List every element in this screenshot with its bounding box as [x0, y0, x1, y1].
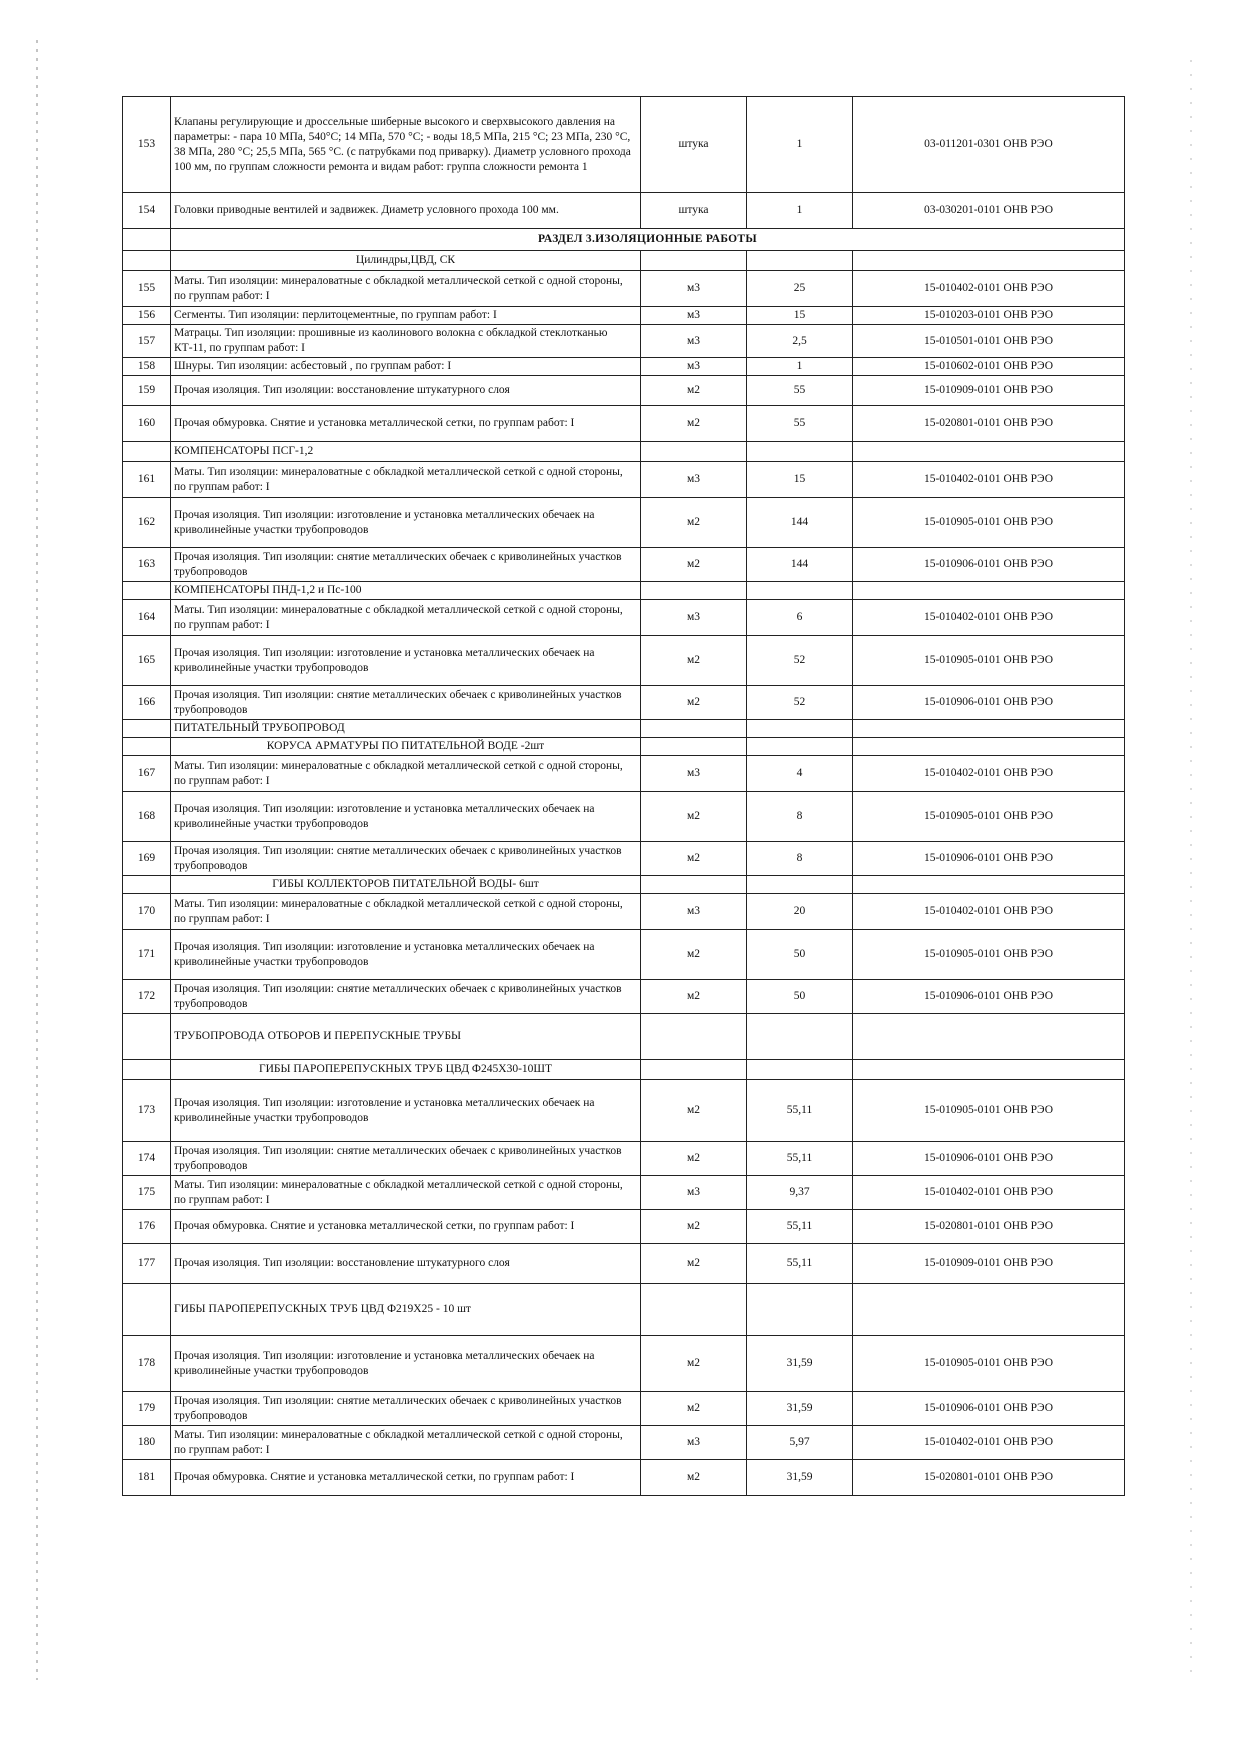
norm-code: 15-010402-0101 ОНВ РЭО	[853, 462, 1125, 498]
row-number-empty	[123, 1060, 171, 1080]
table-row	[123, 894, 1125, 930]
unit-of-measure: м2	[641, 1210, 747, 1244]
group-row	[123, 1014, 1125, 1060]
group-row	[123, 442, 1125, 462]
table-row	[123, 462, 1125, 498]
unit-of-measure: м2	[641, 980, 747, 1014]
group-row	[123, 1284, 1125, 1336]
group-heading: КОМПЕНСАТОРЫ ПНД-1,2 и Пс-100	[171, 582, 641, 600]
row-number-empty	[123, 738, 171, 756]
unit-of-measure: м3	[641, 271, 747, 307]
row-number: 167	[123, 756, 171, 792]
quantity: 52	[747, 686, 853, 720]
unit-of-measure: штука	[641, 97, 747, 193]
code-empty	[853, 1014, 1125, 1060]
table-row	[123, 686, 1125, 720]
row-number: 165	[123, 636, 171, 686]
norm-code: 15-010402-0101 ОНВ РЭО	[853, 894, 1125, 930]
work-description: Прочая изоляция. Тип изоляции: снятие металлических обечаек с криволинейных участков трубопроводов	[171, 842, 641, 876]
table-row	[123, 498, 1125, 548]
quantity: 31,59	[747, 1392, 853, 1426]
unit-empty	[641, 738, 747, 756]
work-description: Маты. Тип изоляции: минераловатные с обкладкой металлической сеткой с одной стороны, по группам работ: I	[171, 1426, 641, 1460]
quantity: 1	[747, 97, 853, 193]
qty-empty	[747, 251, 853, 271]
work-description: Прочая изоляция. Тип изоляции: изготовление и установка металлических обечаек на криволинейные участки трубопроводов	[171, 930, 641, 980]
table-row	[123, 842, 1125, 876]
norm-code: 15-010905-0101 ОНВ РЭО	[853, 1336, 1125, 1392]
norm-code: 15-010905-0101 ОНВ РЭО	[853, 636, 1125, 686]
row-number-empty	[123, 442, 171, 462]
section-title: РАЗДЕЛ 3.ИЗОЛЯЦИОННЫЕ РАБОТЫ	[171, 229, 1125, 251]
row-number: 161	[123, 462, 171, 498]
code-empty	[853, 720, 1125, 738]
work-description: Прочая изоляция. Тип изоляции: восстановление штукатурного слоя	[171, 376, 641, 406]
estimate-table-body	[123, 97, 1125, 1496]
scan-edge-artifact	[36, 40, 38, 1680]
quantity: 6	[747, 600, 853, 636]
qty-empty	[747, 1284, 853, 1336]
quantity: 50	[747, 930, 853, 980]
norm-code: 15-010402-0101 ОНВ РЭО	[853, 1426, 1125, 1460]
row-number: 169	[123, 842, 171, 876]
group-heading: ПИТАТЕЛЬНЫЙ ТРУБОПРОВОД	[171, 720, 641, 738]
row-number: 176	[123, 1210, 171, 1244]
group-row	[123, 251, 1125, 271]
group-row	[123, 582, 1125, 600]
norm-code: 15-010402-0101 ОНВ РЭО	[853, 1176, 1125, 1210]
group-row	[123, 876, 1125, 894]
unit-of-measure: м2	[641, 376, 747, 406]
norm-code: 15-010906-0101 ОНВ РЭО	[853, 1142, 1125, 1176]
unit-empty	[641, 720, 747, 738]
row-number: 163	[123, 548, 171, 582]
table-row	[123, 193, 1125, 229]
row-number: 160	[123, 406, 171, 442]
unit-of-measure: м3	[641, 600, 747, 636]
norm-code: 15-010501-0101 ОНВ РЭО	[853, 325, 1125, 358]
row-number: 170	[123, 894, 171, 930]
table-row	[123, 1176, 1125, 1210]
unit-of-measure: м3	[641, 894, 747, 930]
code-empty	[853, 738, 1125, 756]
group-heading: ГИБЫ ПАРОПЕРЕПУСКНЫХ ТРУБ ЦВД Ф245Х30-10ШТ	[171, 1060, 641, 1080]
work-description: Прочая изоляция. Тип изоляции: снятие металлических обечаек с криволинейных участков трубопроводов	[171, 1142, 641, 1176]
group-row	[123, 738, 1125, 756]
work-description: Прочая изоляция. Тип изоляции: снятие металлических обечаек с криволинейных участков трубопроводов	[171, 686, 641, 720]
norm-code: 15-020801-0101 ОНВ РЭО	[853, 1210, 1125, 1244]
table-row	[123, 406, 1125, 442]
quantity: 5,97	[747, 1426, 853, 1460]
quantity: 144	[747, 548, 853, 582]
work-description: Маты. Тип изоляции: минераловатные с обкладкой металлической сеткой с одной стороны, по группам работ: I	[171, 1176, 641, 1210]
row-number: 154	[123, 193, 171, 229]
table-row	[123, 358, 1125, 376]
quantity: 55,11	[747, 1210, 853, 1244]
row-number: 162	[123, 498, 171, 548]
norm-code: 15-020801-0101 ОНВ РЭО	[853, 1460, 1125, 1496]
work-description: Маты. Тип изоляции: минераловатные с обкладкой металлической сеткой с одной стороны, по группам работ: I	[171, 894, 641, 930]
unit-of-measure: м2	[641, 548, 747, 582]
norm-code: 03-030201-0101 ОНВ РЭО	[853, 193, 1125, 229]
qty-empty	[747, 582, 853, 600]
qty-empty	[747, 738, 853, 756]
unit-of-measure: м2	[641, 1460, 747, 1496]
quantity: 55,11	[747, 1142, 853, 1176]
quantity: 55	[747, 406, 853, 442]
quantity: 1	[747, 193, 853, 229]
work-description: Прочая изоляция. Тип изоляции: изготовление и установка металлических обечаек на криволинейные участки трубопроводов	[171, 792, 641, 842]
row-number: 172	[123, 980, 171, 1014]
table-row	[123, 980, 1125, 1014]
quantity: 9,37	[747, 1176, 853, 1210]
unit-of-measure: м3	[641, 1426, 747, 1460]
work-description: Маты. Тип изоляции: минераловатные с обкладкой металлической сеткой с одной стороны, по группам работ: I	[171, 271, 641, 307]
table-row	[123, 271, 1125, 307]
quantity: 20	[747, 894, 853, 930]
unit-of-measure: м2	[641, 1244, 747, 1284]
group-heading: ГИБЫ ПАРОПЕРЕПУСКНЫХ ТРУБ ЦВД Ф219Х25 - 10 шт	[171, 1284, 641, 1336]
qty-empty	[747, 1014, 853, 1060]
unit-of-measure: м3	[641, 462, 747, 498]
table-row	[123, 307, 1125, 325]
qty-empty	[747, 442, 853, 462]
row-number: 156	[123, 307, 171, 325]
unit-of-measure: м3	[641, 325, 747, 358]
qty-empty	[747, 720, 853, 738]
row-number: 168	[123, 792, 171, 842]
unit-of-measure: м2	[641, 498, 747, 548]
work-description: Головки приводные вентилей и задвижек. Диаметр условного прохода 100 мм.	[171, 193, 641, 229]
quantity: 4	[747, 756, 853, 792]
table-row	[123, 1244, 1125, 1284]
norm-code: 15-010909-0101 ОНВ РЭО	[853, 1244, 1125, 1284]
norm-code: 15-010905-0101 ОНВ РЭО	[853, 1080, 1125, 1142]
row-number: 166	[123, 686, 171, 720]
group-heading: Цилиндры,ЦВД, СК	[171, 251, 641, 271]
norm-code: 15-010906-0101 ОНВ РЭО	[853, 1392, 1125, 1426]
table-row	[123, 600, 1125, 636]
table-row	[123, 1392, 1125, 1426]
quantity: 144	[747, 498, 853, 548]
quantity: 55,11	[747, 1080, 853, 1142]
work-description: Прочая изоляция. Тип изоляции: снятие металлических обечаек с криволинейных участков трубопроводов	[171, 548, 641, 582]
table-row	[123, 325, 1125, 358]
table-row	[123, 376, 1125, 406]
row-number-empty	[123, 582, 171, 600]
row-number-empty	[123, 229, 171, 251]
row-number: 155	[123, 271, 171, 307]
work-description: Прочая обмуровка. Снятие и установка металлической сетки, по группам работ: I	[171, 406, 641, 442]
group-heading: ГИБЫ КОЛЛЕКТОРОВ ПИТАТЕЛЬНОЙ ВОДЫ- 6шт	[171, 876, 641, 894]
norm-code: 15-010906-0101 ОНВ РЭО	[853, 686, 1125, 720]
table-row	[123, 792, 1125, 842]
row-number: 181	[123, 1460, 171, 1496]
quantity: 25	[747, 271, 853, 307]
row-number: 179	[123, 1392, 171, 1426]
unit-empty	[641, 1060, 747, 1080]
code-empty	[853, 442, 1125, 462]
work-description: Клапаны регулирующие и дроссельные шиберные высокого и сверхвысокого давления на параметры: - пара 10 МПа, 540°С; 14 МПа, 570 °С; - воды 18,5 МПа, 215 °С; 23 МПа, 230 °С, 38 МПа, 280 °С; 25,5 МПа, 565 °С. (с патрубками под приварку). Диаметр условного прохода 100 мм, по группам сложности ремонта и видам работ: группа сложности ремонта 1	[171, 97, 641, 193]
work-description: Маты. Тип изоляции: минераловатные с обкладкой металлической сеткой с одной стороны, по группам работ: I	[171, 756, 641, 792]
row-number: 153	[123, 97, 171, 193]
unit-empty	[641, 1014, 747, 1060]
table-row	[123, 930, 1125, 980]
row-number: 174	[123, 1142, 171, 1176]
quantity: 2,5	[747, 325, 853, 358]
table-row	[123, 1142, 1125, 1176]
unit-of-measure: м3	[641, 756, 747, 792]
unit-empty	[641, 876, 747, 894]
quantity: 31,59	[747, 1336, 853, 1392]
quantity: 31,59	[747, 1460, 853, 1496]
qty-empty	[747, 876, 853, 894]
unit-of-measure: м3	[641, 307, 747, 325]
group-heading: КОМПЕНСАТОРЫ ПСГ-1,2	[171, 442, 641, 462]
norm-code: 15-010906-0101 ОНВ РЭО	[853, 842, 1125, 876]
row-number-empty	[123, 251, 171, 271]
work-description: Прочая изоляция. Тип изоляции: изготовление и установка металлических обечаек на криволинейные участки трубопроводов	[171, 1336, 641, 1392]
unit-of-measure: м2	[641, 1080, 747, 1142]
unit-of-measure: м2	[641, 636, 747, 686]
qty-empty	[747, 1060, 853, 1080]
table-row	[123, 756, 1125, 792]
unit-of-measure: штука	[641, 193, 747, 229]
norm-code: 15-010402-0101 ОНВ РЭО	[853, 756, 1125, 792]
code-empty	[853, 251, 1125, 271]
unit-empty	[641, 582, 747, 600]
table-row	[123, 548, 1125, 582]
norm-code: 15-010906-0101 ОНВ РЭО	[853, 548, 1125, 582]
row-number-empty	[123, 1014, 171, 1060]
row-number: 158	[123, 358, 171, 376]
work-description: Прочая обмуровка. Снятие и установка металлической сетки, по группам работ: I	[171, 1210, 641, 1244]
work-description: Прочая изоляция. Тип изоляции: снятие металлических обечаек с криволинейных участков трубопроводов	[171, 1392, 641, 1426]
row-number: 157	[123, 325, 171, 358]
quantity: 1	[747, 358, 853, 376]
code-empty	[853, 582, 1125, 600]
unit-of-measure: м2	[641, 406, 747, 442]
quantity: 50	[747, 980, 853, 1014]
unit-empty	[641, 442, 747, 462]
table-row	[123, 1460, 1125, 1496]
norm-code: 15-020801-0101 ОНВ РЭО	[853, 406, 1125, 442]
row-number-empty	[123, 720, 171, 738]
code-empty	[853, 1060, 1125, 1080]
group-heading: ТРУБОПРОВОДА ОТБОРОВ И ПЕРЕПУСКНЫЕ ТРУБЫ	[171, 1014, 641, 1060]
norm-code: 15-010203-0101 ОНВ РЭО	[853, 307, 1125, 325]
work-description: Прочая обмуровка. Снятие и установка металлической сетки, по группам работ: I	[171, 1460, 641, 1496]
work-description: Прочая изоляция. Тип изоляции: восстановление штукатурного слоя	[171, 1244, 641, 1284]
quantity: 15	[747, 307, 853, 325]
code-empty	[853, 1284, 1125, 1336]
unit-of-measure: м2	[641, 686, 747, 720]
unit-of-measure: м2	[641, 842, 747, 876]
work-description: Шнуры. Тип изоляции: асбестовый , по группам работ: I	[171, 358, 641, 376]
norm-code: 15-010402-0101 ОНВ РЭО	[853, 600, 1125, 636]
row-number: 159	[123, 376, 171, 406]
norm-code: 15-010906-0101 ОНВ РЭО	[853, 980, 1125, 1014]
unit-of-measure: м3	[641, 358, 747, 376]
table-row	[123, 1426, 1125, 1460]
norm-code: 15-010905-0101 ОНВ РЭО	[853, 930, 1125, 980]
work-description: Прочая изоляция. Тип изоляции: снятие металлических обечаек с криволинейных участков трубопроводов	[171, 980, 641, 1014]
work-description: Маты. Тип изоляции: минераловатные с обкладкой металлической сеткой с одной стороны, по группам работ: I	[171, 462, 641, 498]
table-row	[123, 1336, 1125, 1392]
row-number: 164	[123, 600, 171, 636]
row-number-empty	[123, 1284, 171, 1336]
quantity: 55,11	[747, 1244, 853, 1284]
table-row	[123, 1080, 1125, 1142]
table-row	[123, 636, 1125, 686]
work-description: Прочая изоляция. Тип изоляции: изготовление и установка металлических обечаек на криволинейные участки трубопроводов	[171, 1080, 641, 1142]
row-number: 178	[123, 1336, 171, 1392]
norm-code: 15-010402-0101 ОНВ РЭО	[853, 271, 1125, 307]
unit-of-measure: м2	[641, 1142, 747, 1176]
group-row	[123, 1060, 1125, 1080]
section-row	[123, 229, 1125, 251]
row-number: 171	[123, 930, 171, 980]
quantity: 15	[747, 462, 853, 498]
norm-code: 15-010905-0101 ОНВ РЭО	[853, 792, 1125, 842]
row-number: 175	[123, 1176, 171, 1210]
quantity: 8	[747, 842, 853, 876]
quantity: 52	[747, 636, 853, 686]
code-empty	[853, 876, 1125, 894]
norm-code: 15-010909-0101 ОНВ РЭО	[853, 376, 1125, 406]
work-description: Прочая изоляция. Тип изоляции: изготовление и установка металлических обечаек на криволинейные участки трубопроводов	[171, 636, 641, 686]
row-number-empty	[123, 876, 171, 894]
unit-of-measure: м2	[641, 792, 747, 842]
row-number: 180	[123, 1426, 171, 1460]
estimate-table	[122, 96, 1125, 1496]
norm-code: 15-010602-0101 ОНВ РЭО	[853, 358, 1125, 376]
row-number: 173	[123, 1080, 171, 1142]
table-row	[123, 1210, 1125, 1244]
scan-edge-artifact	[1190, 60, 1192, 1680]
quantity: 55	[747, 376, 853, 406]
work-description: Маты. Тип изоляции: минераловатные с обкладкой металлической сеткой с одной стороны, по группам работ: I	[171, 600, 641, 636]
norm-code: 03-011201-0301 ОНВ РЭО	[853, 97, 1125, 193]
unit-of-measure: м2	[641, 930, 747, 980]
table-row	[123, 97, 1125, 193]
quantity: 8	[747, 792, 853, 842]
unit-of-measure: м2	[641, 1336, 747, 1392]
unit-empty	[641, 251, 747, 271]
work-description: Прочая изоляция. Тип изоляции: изготовление и установка металлических обечаек на криволинейные участки трубопроводов	[171, 498, 641, 548]
unit-of-measure: м2	[641, 1392, 747, 1426]
unit-empty	[641, 1284, 747, 1336]
row-number: 177	[123, 1244, 171, 1284]
norm-code: 15-010905-0101 ОНВ РЭО	[853, 498, 1125, 548]
work-description: Матрацы. Тип изоляции: прошивные из каолинового волокна с обкладкой стеклотканью КТ-11, по группам работ: I	[171, 325, 641, 358]
group-row	[123, 720, 1125, 738]
group-heading: КОРУСА АРМАТУРЫ ПО ПИТАТЕЛЬНОЙ ВОДЕ -2шт	[171, 738, 641, 756]
work-description: Сегменты. Тип изоляции: перлитоцементные, по группам работ: I	[171, 307, 641, 325]
unit-of-measure: м3	[641, 1176, 747, 1210]
